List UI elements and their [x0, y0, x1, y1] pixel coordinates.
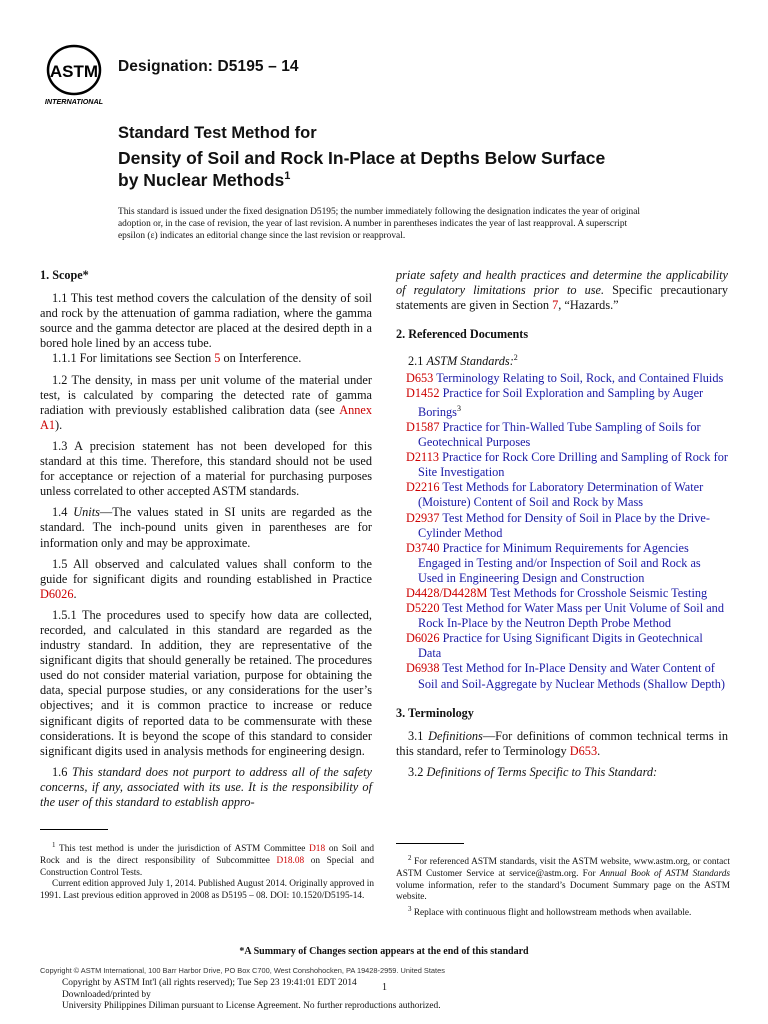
- reference-code[interactable]: D4428/D4428M: [406, 585, 488, 600]
- reference-title[interactable]: Test Methods for Laboratory Determination of Water (Moisture) Content of Soil and Rock by Mass: [418, 480, 704, 510]
- reference-code[interactable]: D653: [406, 370, 434, 385]
- astm-standards-label: 2.1 ASTM Standards:$^2$: [408, 353, 518, 369]
- left-column: [40, 268, 372, 810]
- reference-item[interactable]: [396, 631, 728, 661]
- referenced-documents-list: [396, 371, 728, 692]
- paragraph-1-2: 1.2 The density, in mass per unit volume of the material under test, is calculated by comparing the detected rate of gamma radiation with previously established calibration data (see Annex A1).: [40, 372, 372, 432]
- footnote-rule-right: [396, 843, 464, 844]
- paragraph-1-6-continued: priate safety and health practices and determine the applicability of regulatory limitations prior to use. Specific precautionary statements are given in Section 7, “Hazards.”: [396, 268, 728, 313]
- title-line-3: by Nuclear Methods$^1$: [118, 170, 291, 190]
- reference-item[interactable]: [396, 601, 728, 631]
- reference-item[interactable]: [396, 511, 728, 541]
- reference-item[interactable]: [396, 661, 728, 691]
- reference-item[interactable]: [396, 420, 728, 450]
- paragraph-1-5-1: 1.5.1 The procedures used to specify how data are collected, recorded, and calculated in this standard are regarded as the industry standard. In addition, they are representative of the significant digits that should generally be retained. The procedures used do not consider material variation, purpose for obtaining the data, special purpose studies, or any considerations for the user’s objectives; and it is common practice to increase or reduce significant digits of reported data to be commensurate with these considerations. It is beyond the scope of this standard to consider significant digits used in analysis methods for engineering design.: [40, 607, 372, 758]
- copyright-line: Copyright © ASTM International, 100 Barr Harbor Drive, PO Box C700, West Conshohocken, PA 19428-2959. United States: [40, 966, 445, 975]
- footnote-1-edition: Current edition approved July 1, 2014. Published August 2014. Originally approved in 1991. Last previous edition approved in 2008 as D5195 – 08. DOI: 10.1520/D5195-14.: [40, 879, 374, 902]
- paragraph-1-3: 1.3 A precision statement has not been developed for this standard at this time. Therefore, this standard should not be used for acceptance or rejection of a material for purchasing purposes unless correlated to other accepted ASTM standards.: [40, 438, 372, 499]
- reference-title[interactable]: Test Methods for Crosshole Seismic Testing: [490, 585, 708, 600]
- footnotes-right: [396, 853, 730, 920]
- page-number: 1: [382, 982, 387, 993]
- reference-title[interactable]: Test Method for Water Mass per Unit Volume of Soil and Rock In-Place by the Neutron Depth Probe Method: [418, 601, 724, 631]
- paragraph-3-2: 3.2 Definitions of Terms Specific to This Standard:: [408, 764, 658, 779]
- reference-title[interactable]: Terminology Relating to Soil, Rock, and Contained Fluids: [436, 370, 724, 385]
- paragraph-1-6: 1.6 This standard does not purport to address all of the safety concerns, if any, associated with its use. It is the responsibility of the user of this standard to establish appro-: [40, 764, 372, 809]
- reference-code[interactable]: D1452: [406, 385, 440, 400]
- reference-title[interactable]: Test Method for Density of Soil in Place by the Drive-Cylinder Method: [418, 510, 710, 540]
- section-heading-scope: 1. Scope*: [40, 268, 89, 282]
- reference-code[interactable]: D2937: [406, 510, 440, 525]
- link-d18-08[interactable]: D18.08: [276, 855, 305, 866]
- link-d6026[interactable]: D6026: [40, 586, 74, 601]
- summary-of-changes-note: *A Summary of Changes section appears at the end of this standard: [239, 946, 529, 957]
- issued-note: This standard is issued under the fixed designation D5195; the number immediately following the designation indicates the year of original adoption or, in the case of revision, the year of last revision. A number in parentheses indicates the year of last reapproval. A superscript epsilon (ε) indicates an editorial change since the last revision or reapproval.: [118, 207, 641, 242]
- paragraph-1-1: 1.1 This test method covers the calculation of the density of soil and rock by the attenuation of gamma radiation, where the gamma source and the gamma detector are placed at the desired depth in a bored hole lined by an access tube.: [40, 291, 372, 351]
- title-line-2: Density of Soil and Rock In-Place at Depths Below Surface: [118, 148, 606, 168]
- license-notice: Copyright by ASTM Int'l (all rights reserved); Tue Sep 23 19:41:01 EDT 2014 Downloaded/printed by University Philippines Diliman pursuant to License Agreement. No further reproductions authorized.: [62, 978, 441, 1012]
- reference-item[interactable]: [396, 480, 728, 510]
- link-d653[interactable]: D653: [569, 743, 598, 758]
- reference-code[interactable]: D2216: [406, 480, 440, 495]
- reference-title[interactable]: Test Method for In-Place Density and Water Content of Soil and Soil-Aggregate by Nuclear Methods (Shallow Depth): [418, 661, 726, 691]
- reference-item[interactable]: [396, 450, 728, 480]
- reference-code[interactable]: D2113: [406, 450, 440, 465]
- reference-item[interactable]: [396, 371, 728, 386]
- reference-item[interactable]: [396, 586, 728, 601]
- reference-title[interactable]: Practice for Minimum Requirements for Agencies Engaged in Testing and/or Inspection of Soil and Rock as Used in Engineering Design and Construction: [418, 540, 701, 585]
- footnote-3: $^3$ Replace with continuous flight and hollowstream methods when available.: [408, 905, 692, 919]
- section-heading-terminology: 3. Terminology: [396, 705, 474, 720]
- reference-code[interactable]: D3740: [406, 540, 440, 555]
- paragraph-1-4: 1.4 Units—The values stated in SI units are regarded as the standard. The inch-pound units given in parentheses are for information only and may be approximate.: [40, 505, 372, 550]
- footnote-rule-left: [40, 829, 108, 830]
- reference-title[interactable]: Practice for Soil Exploration and Sampling by Auger Borings: [418, 385, 704, 419]
- footnote-2: $^2$ For referenced ASTM standards, visit the ASTM website, www.astm.org, or contact ASTM Customer Service at service@astm.org. For Annual Book of ASTM Standards volume information, refer to the standard’s Document Summary page on the ASTM website.: [396, 854, 730, 903]
- reference-code[interactable]: D5220: [406, 601, 440, 616]
- link-section-5[interactable]: 5: [214, 351, 221, 366]
- logo-text: ASTM: [49, 62, 99, 81]
- designation: Designation: D5195 – 14: [118, 58, 299, 75]
- astm-logo: [40, 44, 110, 106]
- reference-footnote-marker: 3: [456, 403, 461, 413]
- paragraph-1-5: 1.5 All observed and calculated values shall conform to the guide for significant digits and rounding established in Practice D6026.: [40, 556, 372, 601]
- reference-title[interactable]: Practice for Using Significant Digits in Geotechnical Data: [418, 631, 703, 661]
- reference-item[interactable]: [396, 541, 728, 586]
- paragraph-1-1-1: 1.1.1 For limitations see Section 5 on Interference.: [52, 351, 302, 366]
- reference-code[interactable]: D6026: [406, 631, 440, 646]
- link-annex-a1[interactable]: Annex A1: [40, 402, 372, 432]
- reference-title[interactable]: Practice for Thin-Walled Tube Sampling of Soils for Geotechnical Purposes: [418, 419, 701, 450]
- reference-code[interactable]: D1587: [406, 419, 440, 434]
- right-column: [396, 268, 728, 780]
- paragraph-3-1: 3.1 Definitions—For definitions of common technical terms in this standard, refer to Terminology D653.: [396, 728, 728, 758]
- reference-title[interactable]: Practice for Rock Core Drilling and Sampling of Rock for Site Investigation: [418, 450, 728, 480]
- reference-item[interactable]: [396, 386, 728, 420]
- section-heading-referenced-documents: 2. Referenced Documents: [396, 327, 529, 342]
- logo-subtext: INTERNATIONAL: [44, 97, 104, 106]
- reference-code[interactable]: D6938: [406, 661, 440, 676]
- title-line-1: Standard Test Method for: [118, 124, 317, 142]
- link-section-7[interactable]: 7: [552, 298, 559, 313]
- footnote-1: $^1$ This test method is under the jurisdiction of ASTM Committee D18 on Soil and Rock and is the direct responsibility of Subcommittee D18.08 on Special and Construction Control Tests. Current edition approved July 1, 2014. Published August 2014. Originally approved in 1991. Last previous edition approved in 2008 as D5195 – 08. DOI: 10.1520/D5195-14.: [40, 841, 374, 902]
- link-d18[interactable]: D18: [309, 844, 326, 855]
